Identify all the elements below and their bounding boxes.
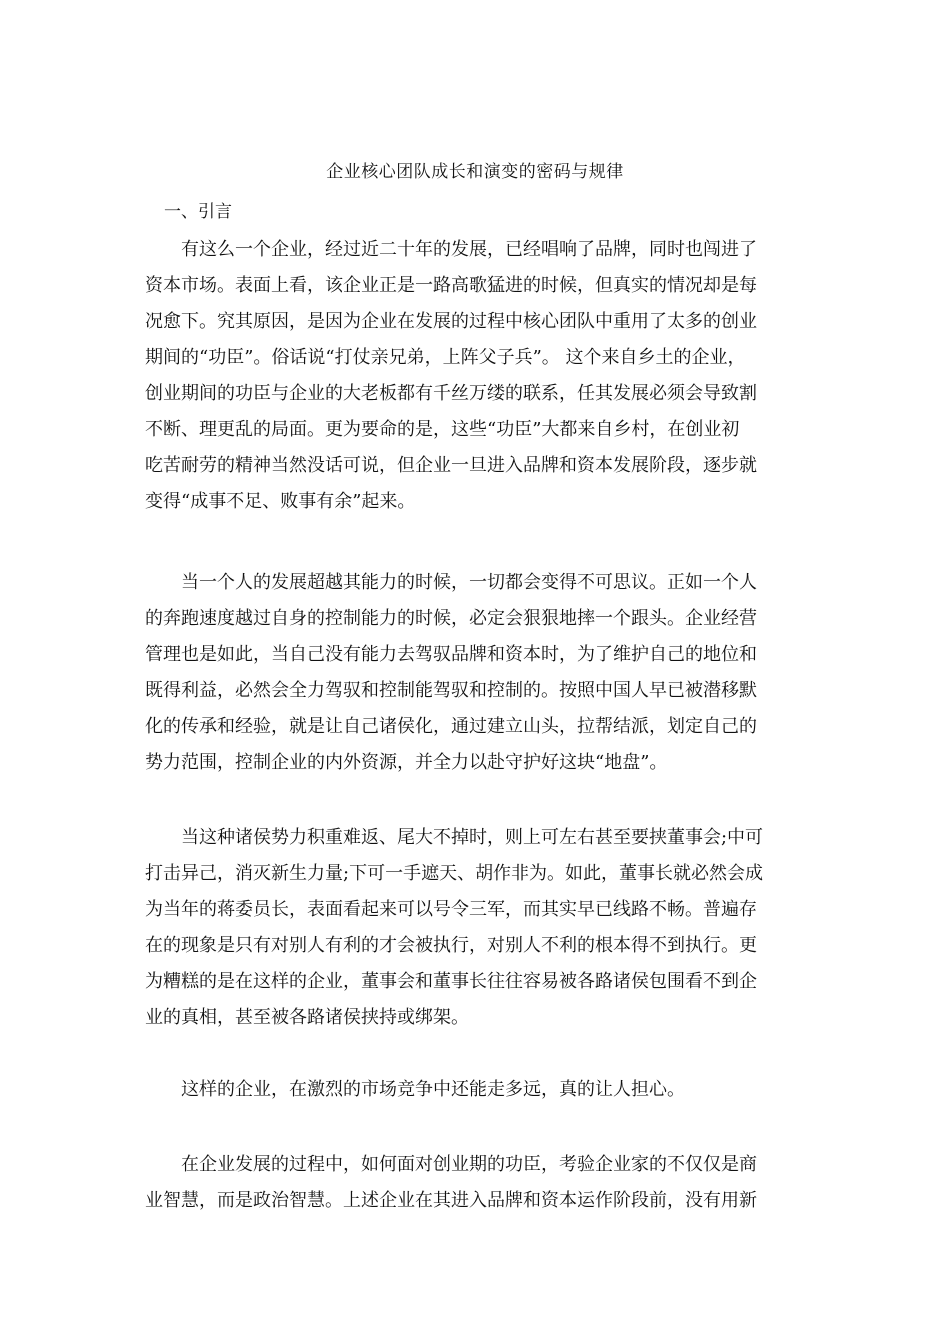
paragraph-3 xyxy=(145,820,810,1036)
paragraph-line: 在的现象是只有对别人有利的才会被执行，对别人不利的根本得不到执行。更 xyxy=(145,935,757,956)
paragraph-line: 有这么一个企业，经过近二十年的发展，已经唱响了品牌，同时也闯进了 xyxy=(145,239,757,260)
paragraph-line: 为当年的蒋委员长，表面看起来可以号令三军，而其实早已线路不畅。普遍存 xyxy=(145,899,757,920)
document-title: 企业核心团队成长和演变的密码与规律 xyxy=(326,162,624,182)
paragraph-line: 当这种诸侯势力积重难返、尾大不掉时，则上可左右甚至要挟董事会;中可 xyxy=(145,827,764,848)
paragraph-1 xyxy=(145,232,810,520)
paragraph-line: 业智慧，而是政治智慧。上述企业在其进入品牌和资本运作阶段前，没有用新 xyxy=(145,1190,757,1211)
paragraph-line: 的奔跑速度越过自身的控制能力的时候，必定会狠狠地摔一个跟头。企业经营 xyxy=(145,608,757,629)
paragraph-4 xyxy=(145,1072,810,1108)
paragraph-line: 为糟糕的是在这样的企业，董事会和董事长往往容易被各路诸侯包围看不到企 xyxy=(145,971,757,992)
paragraph-line: 创业期间的功臣与企业的大老板都有千丝万缕的联系，任其发展必须会导致割 xyxy=(145,383,757,404)
paragraph-line: 这样的企业，在激烈的市场竞争中还能走多远，真的让人担心。 xyxy=(145,1079,685,1100)
paragraph-line: 化的传承和经验，就是让自己诸侯化，通过建立山头，拉帮结派，划定自己的 xyxy=(145,716,757,737)
paragraph-line: 管理也是如此，当自己没有能力去驾驭品牌和资本时，为了维护自己的地位和 xyxy=(145,644,757,665)
paragraph-line: 资本市场。表面上看，该企业正是一路高歌猛进的时候，但真实的情况却是每 xyxy=(145,275,757,296)
paragraph-line: 吃苦耐劳的精神当然没话可说，但企业一旦进入品牌和资本发展阶段，逐步就 xyxy=(145,455,757,476)
paragraph-line: 打击异己，消灭新生力量;下可一手遮天、胡作非为。如此，董事长就必然会成 xyxy=(145,863,764,884)
paragraph-2 xyxy=(145,565,810,781)
paragraph-line: 变得“成事不足、败事有余”起来。 xyxy=(145,491,416,512)
paragraph-line: 既得利益，必然会全力驾驭和控制能驾驭和控制的。按照中国人早已被潜移默 xyxy=(145,680,757,701)
paragraph-5 xyxy=(145,1147,810,1219)
section-heading: 一、引言 xyxy=(164,202,232,222)
paragraph-line: 业的真相，甚至被各路诸侯挟持或绑架。 xyxy=(145,1007,469,1028)
paragraph-line: 势力范围，控制企业的内外资源，并全力以赴守护好这块“地盘”。 xyxy=(145,752,668,773)
paragraph-line: 期间的“功臣”。俗话说“打仗亲兄弟，上阵父子兵”。 这个来自乡土的企业， xyxy=(145,347,746,368)
paragraph-line: 况愈下。究其原因，是因为企业在发展的过程中核心团队中重用了太多的创业 xyxy=(145,311,757,332)
paragraph-line: 当一个人的发展超越其能力的时候，一切都会变得不可思议。正如一个人 xyxy=(145,572,757,593)
paragraph-line: 在企业发展的过程中，如何面对创业期的功臣，考验企业家的不仅仅是商 xyxy=(145,1154,757,1175)
paragraph-line: 不断、理更乱的局面。更为要命的是，这些“功臣”大都来自乡村，在创业初 xyxy=(145,419,740,440)
